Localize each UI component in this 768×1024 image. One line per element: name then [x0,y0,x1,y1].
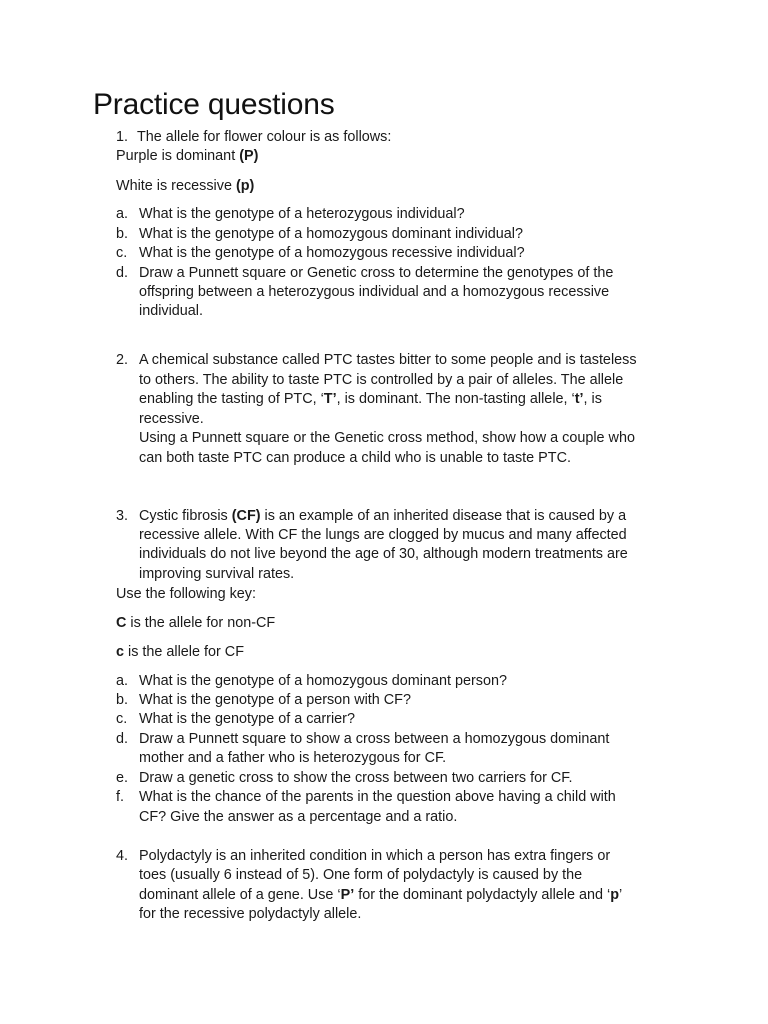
q1-item-d-marker: d. [116,265,129,281]
q3-item-f-text-line-2: CF? Give the answer as a percentage and a ratio. [139,809,458,825]
q1-item-c-marker: c. [116,245,128,261]
q3-item-e-marker: e. [116,770,129,786]
q1-intro-line [116,128,391,148]
q1-white-symbol: (p) [235,178,255,194]
q2-number: 2. [116,352,129,368]
q3-line-1-part-c: is an example of an inherited disease that is caused by a [260,508,627,524]
q3-number: 3. [116,508,129,524]
q1-item-b-marker: b. [116,226,129,242]
q3-item-f-marker: f. [116,789,124,805]
q4-line-3-part-d: ’ [619,887,623,903]
q2-line-6: can both taste PTC can produce a child who is unable to taste PTC. [139,450,571,466]
q1-item-d-text-line-1: Draw a Punnett square or Genetic cross to determine the genotypes of the [139,265,614,281]
q3-key-recessive-text: is the allele for CF [124,644,244,660]
q2-line-3-part-c: , is dominant. The non-tasting allele, ‘ [336,391,575,407]
q3-cf-abbreviation: (CF) [231,508,261,524]
q1-item-b-text: What is the genotype of a homozygous dominant individual? [139,226,523,242]
q1-item-a-text: What is the genotype of a heterozygous individual? [139,206,465,222]
q3-item-e-text: Draw a genetic cross to show the cross between two carriers for CF. [139,770,573,786]
q3-item-f-text-line-1: What is the chance of the parents in the question above having a child with [139,789,616,805]
q3-line-1 [139,507,626,527]
q1-number: 1. [116,129,129,145]
q3-item-d-marker: d. [116,731,129,747]
q2-line-3-part-a: enabling the tasting of PTC, ‘ [139,391,324,407]
q1-white-line [116,177,254,197]
q3-item-c-marker: c. [116,711,128,727]
q3-line-4: improving survival rates. [139,566,295,582]
q4-line-4: for the recessive polydactyly allele. [139,906,362,922]
q3-item-d-text-line-1: Draw a Punnett square to show a cross between a homozygous dominant [139,731,610,747]
q2-dominant-allele-symbol: T’ [323,391,337,407]
q4-line-2: toes (usually 6 instead of 5). One form of polydactyly is caused by the [139,867,583,883]
q2-line-3 [139,390,602,410]
q1-item-d-text-line-2: offspring between a heterozygous individual and a homozygous recessive [139,284,610,300]
q4-line-3-part-c: for the dominant polydactyly allele and ‘ [354,887,611,903]
q2-line-4: recessive. [139,411,204,427]
q4-dominant-allele-symbol: P’ [340,887,355,903]
q4-line-3 [139,886,622,906]
q4-line-3-part-a: dominant allele of a gene. Use ‘ [139,887,341,903]
q3-key-dominant-symbol: C [116,615,127,631]
q3-item-a-marker: a. [116,673,129,689]
q3-item-b-text: What is the genotype of a person with CF? [139,692,411,708]
q1-purple-text: Purple is dominant [116,148,240,164]
q3-item-c-text: What is the genotype of a carrier? [139,711,355,727]
q3-key-intro: Use the following key: [116,586,256,602]
q4-line-1: Polydactyly is an inherited condition in which a person has extra fingers or [139,848,611,864]
q3-key-recessive [116,643,244,663]
q2-line-3-part-d: , is [583,391,602,407]
q1-purple-line [116,147,258,167]
q1-intro: The allele for flower colour is as follows: [137,129,392,145]
q3-item-d-text-line-2: mother and a father who is heterozygous for CF. [139,750,447,766]
q1-item-a-marker: a. [116,206,129,222]
q3-key-dominant-text: is the allele for non-CF [126,615,276,631]
q3-key-dominant [116,614,275,634]
q3-key-recessive-symbol: c [116,644,125,660]
q3-line-3: individuals do not live beyond the age of 30, although modern treatments are [139,546,628,562]
q2-recessive-allele-symbol: t’ [574,391,584,407]
q3-item-b-marker: b. [116,692,129,708]
q4-number: 4. [116,848,129,864]
q3-line-1-part-a: Cystic fibrosis [139,508,232,524]
q1-purple-symbol: (P) [239,148,259,164]
q1-item-d-text-line-3: individual. [139,303,203,319]
page-title: Practice questions [93,88,335,121]
q1-white-text: White is recessive [116,178,236,194]
q4-recessive-allele-symbol: p [610,887,619,903]
q3-line-2: recessive allele. With CF the lungs are clogged by mucus and many affected [139,527,627,543]
q2-line-5: Using a Punnett square or the Genetic cross method, show how a couple who [139,430,635,446]
q2-line-1: A chemical substance called PTC tastes bitter to some people and is tasteless [139,352,637,368]
q3-item-a-text: What is the genotype of a homozygous dominant person? [139,673,507,689]
q1-item-c-text: What is the genotype of a homozygous recessive individual? [139,245,525,261]
q2-line-2: to others. The ability to taste PTC is controlled by a pair of alleles. The allele [139,372,624,388]
